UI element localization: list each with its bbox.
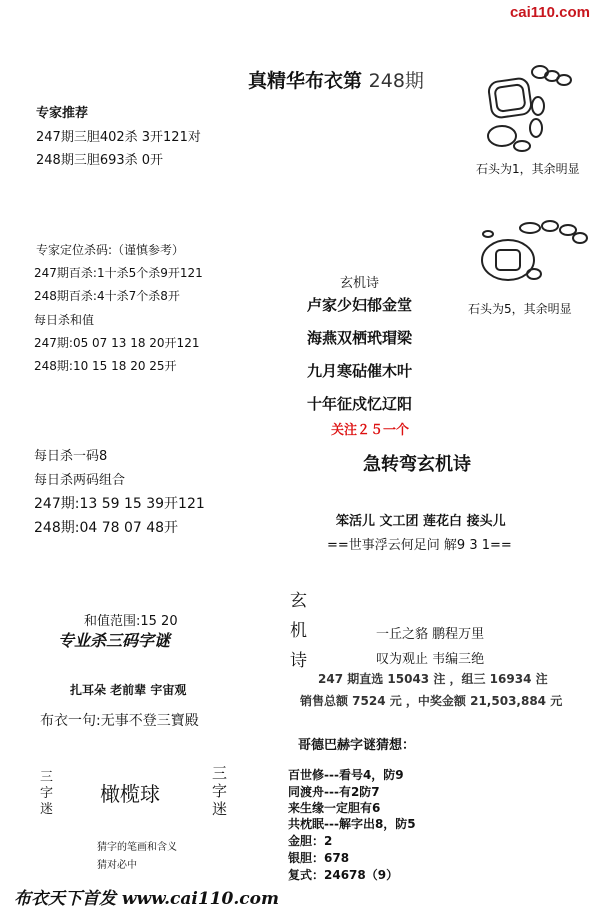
poem-solve: ==世事浮云何足问 解9 3 1==	[327, 538, 512, 553]
poem-line-4: 十年征戍忆辽阳	[307, 395, 413, 413]
issue-number: 248期	[368, 70, 424, 92]
kill-line-1: 247期百杀:1十杀5个杀9开121	[34, 266, 203, 280]
xuanji-char-2: 机	[290, 621, 307, 641]
goedel-line-3: 来生缘一定胆有6	[288, 801, 381, 815]
site-logo[interactable]: cai110.com	[509, 4, 590, 21]
goedel-line-2: 同渡舟---有2防7	[288, 785, 380, 799]
goedel-line-1: 百世修---看号4，防9	[288, 768, 404, 782]
kill-heading: 专家定位杀码:（谨慎参考）	[36, 243, 185, 257]
daily-kill-line-1: 247期:13 59 15 39开121	[34, 496, 205, 512]
sales-line-2: 销售总额 7524 元 ，中奖金额 21,503,884 元	[300, 694, 563, 708]
xuanji-line-1: 一丘之貉 鹏程万里	[376, 627, 485, 642]
xuanji-line-2: 叹为观止 韦编三绝	[376, 652, 485, 667]
kill-line-2: 248期百杀:4十杀7个杀8开	[34, 289, 180, 303]
expert-heading: 专家推荐	[36, 106, 89, 121]
poem-line-1: 卢家少妇郁金堂	[307, 296, 413, 314]
expert-line-1: 247期三胆402杀 3开121对	[36, 130, 201, 145]
daily-kill-one: 每日杀一码8	[34, 449, 108, 464]
ear-words: 扎耳朵 老前辈 宇宙观	[70, 683, 187, 697]
poem-heading: 玄机诗	[340, 276, 380, 291]
sales-line-1: 247 期直选 15043 注 ，组三 16934 注	[318, 672, 548, 686]
stone-drawing-5	[468, 208, 593, 294]
stone-caption-1: 石头为1，其余明显	[476, 162, 580, 176]
saying: 布衣一句:无事不登三寶殿	[40, 713, 199, 729]
pro-riddle: 专业杀三码字谜	[58, 631, 171, 650]
daily-kill-line-2: 248期:04 78 07 48开	[34, 520, 179, 536]
title-text: 真精华布衣第	[248, 70, 363, 92]
riddle-word: 橄榄球	[100, 782, 160, 806]
goedel-fushi: 复式：24678（9）	[288, 868, 399, 882]
goedel-silver: 银胆：678	[288, 851, 350, 865]
expert-line-2: 248期三胆693杀 0开	[36, 153, 164, 168]
poem-note: 关注２５一个	[331, 423, 410, 438]
stone-drawing-1	[478, 58, 588, 154]
goedel-line-4: 共枕眠---解字出8，防5	[288, 817, 416, 831]
stone-caption-5: 石头为5，其余明显	[468, 302, 572, 316]
poem-line-2: 海燕双栖玳瑁梁	[307, 329, 413, 347]
page-title	[248, 66, 424, 93]
daily-kill-two: 每日杀两码组合	[34, 473, 126, 488]
goedel-heading: 哥德巴赫字谜猜想：	[298, 738, 416, 753]
sum-kill-line-2: 248期:10 15 18 20 25开	[34, 359, 177, 373]
footer: 布衣天下首发 www.cai110.com	[14, 889, 279, 909]
poem-line-3: 九月寒砧催木叶	[307, 362, 413, 380]
riddle-hint-2: 猜对必中	[97, 860, 137, 871]
poem-title-2: 急转弯玄机诗	[363, 454, 471, 475]
xuanji-vertical	[290, 586, 307, 676]
sum-range: 和值范围:15 20	[84, 614, 178, 629]
sum-kill-heading: 每日杀和值	[34, 313, 95, 327]
xuanji-char-1: 玄	[290, 591, 307, 611]
xuanji-char-3: 诗	[290, 651, 307, 671]
riddle-right: 三字迷	[212, 764, 228, 818]
riddle-left: 三字迷	[40, 770, 54, 817]
riddle-hint-1: 猜字的笔画和含义	[97, 842, 177, 853]
goedel-gold: 金胆：2	[288, 834, 333, 848]
sum-kill-line-1: 247期:05 07 13 18 20开121	[34, 336, 200, 350]
poem-words: 笨活儿 文工团 莲花白 接头儿	[336, 514, 506, 529]
